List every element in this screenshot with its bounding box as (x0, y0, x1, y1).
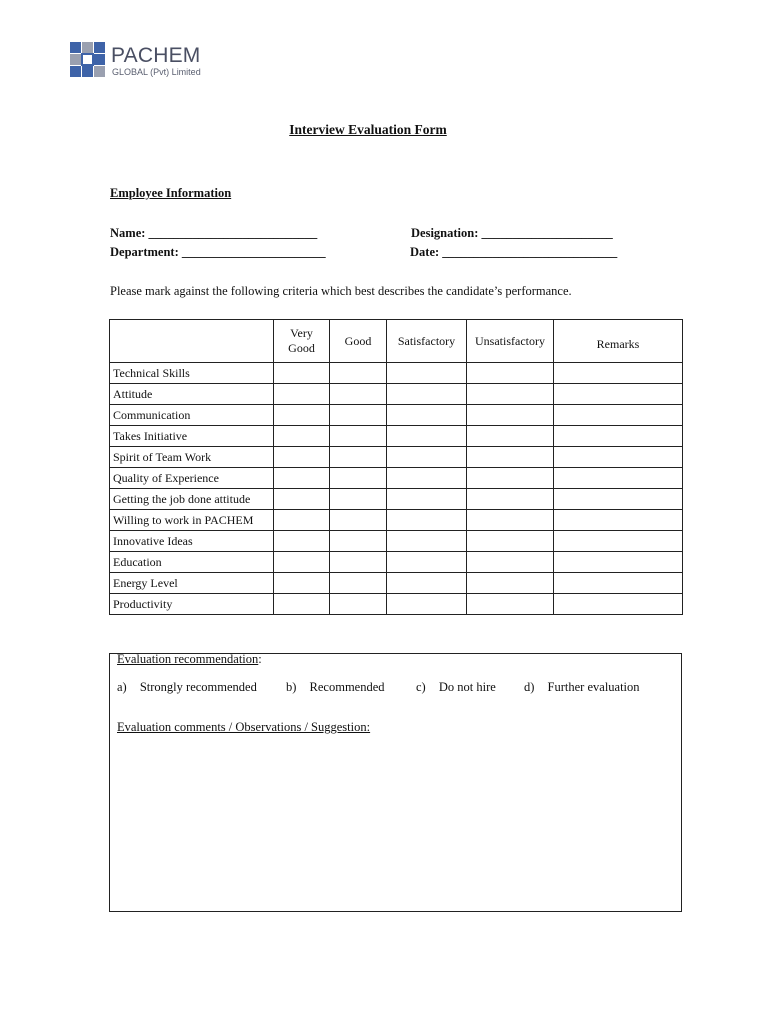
brand-name: PACHEM (111, 44, 201, 67)
table-row (110, 468, 683, 489)
evaluation-recommendation (117, 652, 262, 667)
satisfactory-cell[interactable] (387, 384, 467, 405)
table-row (110, 426, 683, 447)
very-good-cell[interactable] (274, 489, 330, 510)
remarks-cell[interactable] (554, 489, 683, 510)
unsatisfactory-cell[interactable] (467, 594, 554, 615)
criteria-table (109, 319, 683, 615)
table-row (110, 405, 683, 426)
very-good-cell[interactable] (274, 552, 330, 573)
very-good-cell[interactable] (274, 531, 330, 552)
table-row (110, 384, 683, 405)
unsatisfactory-cell[interactable] (467, 426, 554, 447)
option-text: Recommended (309, 680, 385, 694)
remarks-cell[interactable] (554, 447, 683, 468)
name-field[interactable]: Name: ___________________________ (110, 226, 318, 240)
good-cell[interactable] (330, 405, 387, 426)
remarks-cell[interactable] (554, 573, 683, 594)
option-do-not-hire[interactable] (416, 680, 496, 695)
unsatisfactory-cell[interactable] (467, 468, 554, 489)
remarks-header: Remarks (554, 320, 683, 363)
remarks-cell[interactable] (554, 531, 683, 552)
very-good-cell[interactable] (274, 510, 330, 531)
option-further-evaluation[interactable] (524, 680, 640, 695)
option-letter: b) (286, 680, 297, 694)
table-row (110, 489, 683, 510)
remarks-cell[interactable] (554, 363, 683, 384)
company-logo (70, 42, 220, 82)
very-good-cell[interactable] (274, 405, 330, 426)
criteria-label: Spirit of Team Work (110, 447, 274, 468)
good-cell[interactable] (330, 447, 387, 468)
good-cell[interactable] (330, 510, 387, 531)
option-recommended[interactable] (286, 680, 385, 695)
good-cell[interactable] (330, 468, 387, 489)
remarks-cell[interactable] (554, 510, 683, 531)
very-good-cell[interactable] (274, 426, 330, 447)
good-cell[interactable] (330, 594, 387, 615)
remarks-cell[interactable] (554, 468, 683, 489)
table-row (110, 552, 683, 573)
satisfactory-cell[interactable] (387, 405, 467, 426)
remarks-cell[interactable] (554, 552, 683, 573)
criteria-label: Innovative Ideas (110, 531, 274, 552)
table-row (110, 510, 683, 531)
remarks-cell[interactable] (554, 594, 683, 615)
criteria-label: Quality of Experience (110, 468, 274, 489)
evaluation-comments-area[interactable] (117, 742, 672, 902)
very-good-header-line1: Very (290, 326, 313, 340)
table-row (110, 573, 683, 594)
good-cell[interactable] (330, 363, 387, 384)
very-good-cell[interactable] (274, 363, 330, 384)
good-cell[interactable] (330, 426, 387, 447)
brand-subtitle: GLOBAL (Pvt) Limited (112, 67, 201, 77)
unsatisfactory-cell[interactable] (467, 573, 554, 594)
remarks-cell[interactable] (554, 405, 683, 426)
designation-field[interactable]: Designation: _____________________ (411, 226, 613, 240)
remarks-cell[interactable] (554, 426, 683, 447)
satisfactory-cell[interactable] (387, 573, 467, 594)
department-field[interactable]: Department: _______________________ (110, 245, 326, 259)
table-row (110, 594, 683, 615)
evaluation-comments-label: Evaluation comments / Observations / Suggestion: (117, 720, 371, 734)
form-title: Interview Evaluation Form (289, 122, 447, 137)
option-letter: c) (416, 680, 426, 694)
table-header-row (110, 320, 683, 363)
unsatisfactory-cell[interactable] (467, 384, 554, 405)
unsatisfactory-cell[interactable] (467, 531, 554, 552)
satisfactory-cell[interactable] (387, 468, 467, 489)
satisfactory-cell[interactable] (387, 447, 467, 468)
option-text: Do not hire (438, 680, 496, 694)
good-cell[interactable] (330, 573, 387, 594)
unsatisfactory-cell[interactable] (467, 447, 554, 468)
satisfactory-cell[interactable] (387, 594, 467, 615)
good-cell[interactable] (330, 531, 387, 552)
criteria-label: Education (110, 552, 274, 573)
good-cell[interactable] (330, 489, 387, 510)
criteria-label: Productivity (110, 594, 274, 615)
criteria-label: Technical Skills (110, 363, 274, 384)
good-cell[interactable] (330, 384, 387, 405)
criteria-label: Communication (110, 405, 274, 426)
date-field[interactable]: Date: ____________________________ (410, 245, 618, 259)
table-row (110, 531, 683, 552)
criteria-label: Getting the job done attitude (110, 489, 274, 510)
satisfactory-cell[interactable] (387, 426, 467, 447)
employee-info-heading: Employee Information (110, 186, 232, 200)
satisfactory-cell[interactable] (387, 489, 467, 510)
option-strongly-recommended[interactable] (117, 680, 257, 695)
unsatisfactory-cell[interactable] (467, 405, 554, 426)
very-good-cell[interactable] (274, 384, 330, 405)
good-header: Good (330, 320, 387, 363)
criteria-label: Energy Level (110, 573, 274, 594)
very-good-header-line2: Good (288, 341, 315, 355)
table-row (110, 447, 683, 468)
satisfactory-cell[interactable] (387, 531, 467, 552)
satisfactory-header: Satisfactory (387, 320, 467, 363)
remarks-cell[interactable] (554, 384, 683, 405)
pachem-logo-icon (70, 42, 107, 79)
criteria-label: Takes Initiative (110, 426, 274, 447)
very-good-cell[interactable] (274, 468, 330, 489)
evaluation-box (109, 653, 682, 912)
option-text: Further evaluation (547, 680, 640, 694)
option-letter: d) (524, 680, 535, 694)
very-good-header (274, 320, 330, 363)
satisfactory-cell[interactable] (387, 510, 467, 531)
evaluation-colon: : (258, 652, 262, 666)
unsatisfactory-cell[interactable] (467, 489, 554, 510)
table-row (110, 363, 683, 384)
unsatisfactory-cell[interactable] (467, 363, 554, 384)
very-good-cell[interactable] (274, 594, 330, 615)
unsatisfactory-header: Unsatisfactory (467, 320, 554, 363)
criteria-label: Willing to work in PACHEM (110, 510, 274, 531)
option-letter: a) (117, 680, 127, 694)
very-good-cell[interactable] (274, 447, 330, 468)
good-cell[interactable] (330, 552, 387, 573)
satisfactory-cell[interactable] (387, 363, 467, 384)
satisfactory-cell[interactable] (387, 552, 467, 573)
evaluation-recommendation-label: Evaluation recommendation (117, 652, 259, 666)
criteria-label: Attitude (110, 384, 274, 405)
very-good-cell[interactable] (274, 573, 330, 594)
option-text: Strongly recommended (139, 680, 257, 694)
unsatisfactory-cell[interactable] (467, 510, 554, 531)
criteria-header (110, 320, 274, 363)
instruction-text: Please mark against the following criteria which best describes the candidate’s performance. (110, 284, 572, 298)
unsatisfactory-cell[interactable] (467, 552, 554, 573)
